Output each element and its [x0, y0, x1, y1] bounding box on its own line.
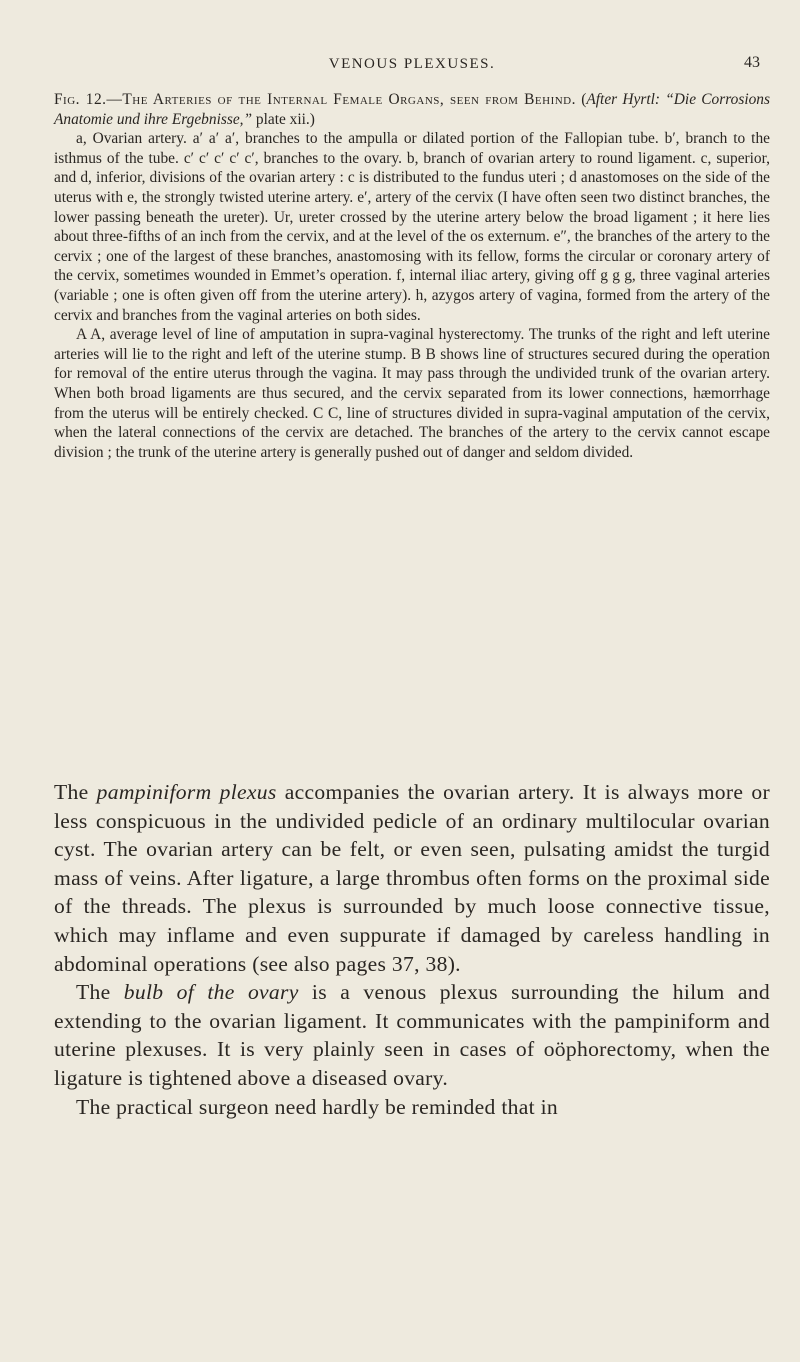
- figure-source-after: After Hyrtl:: [586, 91, 660, 108]
- page-number: 43: [744, 54, 760, 71]
- paragraph-practical-surgeon: The practical surgeon need hardly be reminded that in: [76, 1094, 558, 1119]
- caption-legend-paragraph: a, Ovarian artery. a′ a′ a′, branches to the ampulla or dilated portion of the Fallopian tube. b′, branch to the isthmus of the tube. c′ c′ c′ c′ c′, branches to the ovary. b, branch of ovarian artery to round ligament. c, superior, and d, inferior, divisions of the ovarian artery : c is distributed to the fundus uteri ; d anastomoses on the side of the uterus with e, the strongly twisted uterine artery. e′, artery of the cervix (I have often seen two distinct branches, the lower passing beneath the ureter). Ur, ureter crossed by the uterine artery below the broad ligament ; it here lies about three-fifths of an inch from the cervix, and at the level of the os externum. e″, the branches of the artery to the cervix ; one of the largest of these branches, anastomosing with its fellow, forms the circular or coronary artery of the cervix, sometimes wounded in Emmet’s operation. f, internal iliac artery, giving off g g g, three vaginal arteries (variable ; one is often given off from the uterine artery). h, azygos artery of vagina, formed from the artery of the cervix and branches from the vaginal arteries on both sides.: [54, 130, 770, 324]
- figure-source-work: “Die Corrosions Anatomie und ihre Ergebnisse,”: [54, 91, 770, 128]
- caption-notes-paragraph: A A, average level of line of amputation in supra-vaginal hysterectomy. The trunks of the right and left uterine arteries will lie to the right and left of the uterine stump. B B shows line of structures secured during the operation for removal of the entire uterus through the vagina. It may pass through the undivided trunk of the ovarian artery. When both broad ligaments are thus secured, and the cervix separated from its lower connections, hæmorrhage from the uterus will be entirely checked. C C, line of structures divided in supra-vaginal amputation of the cervix, when the lateral connections of the cervix are detached. The branches of the artery to the cervix cannot escape division ; the trunk of the uterine artery is generally pushed out of danger and seldom divided.: [54, 326, 770, 461]
- running-head: VENOUS PLEXUSES.: [328, 56, 496, 72]
- figure-title: [54, 90, 770, 129]
- term-pampiniform-plexus: pampiniform plexus: [96, 780, 277, 804]
- figure-source-open: (: [575, 91, 587, 108]
- paragraph-bulb: [54, 978, 770, 1092]
- paragraph-rest: is a venous plexus surrounding the hilum and extending to the ovarian ligament. It communicates with the pampiniform and uterine plexuses. It is very plainly seen in cases of oöphorectomy, when the ligature is tightened above a diseased ovary.: [54, 980, 770, 1090]
- figure-source-close: plate xii.): [252, 110, 315, 128]
- paragraph-lead: The: [54, 780, 97, 804]
- main-text: [54, 778, 770, 1121]
- paragraph-lead: The: [76, 980, 124, 1005]
- page-header: [54, 56, 770, 82]
- term-bulb-of-ovary: bulb of the ovary: [123, 980, 299, 1005]
- paragraph-rest: accompanies the ovarian artery. It is always more or less conspicuous in the undivided pedicle of an ordinary multilocular ovarian cyst. The ovarian artery can be felt, or even seen, pulsating amidst the turgid mass of veins. After ligature, a large thrombus often forms on the proximal side of the threads. The plexus is surrounded by much loose connective tissue, which may inflame and even suppurate if damaged by careless handling in abdominal operations (see also pages 37, 38).: [54, 780, 770, 976]
- figure-label: Fig. 12.: [54, 91, 107, 108]
- paragraph-pampiniform: [54, 778, 770, 978]
- figure-caption: [54, 90, 770, 462]
- figure-title-text: —The Arteries of the Internal Female Organs, seen from Behind.: [106, 91, 576, 108]
